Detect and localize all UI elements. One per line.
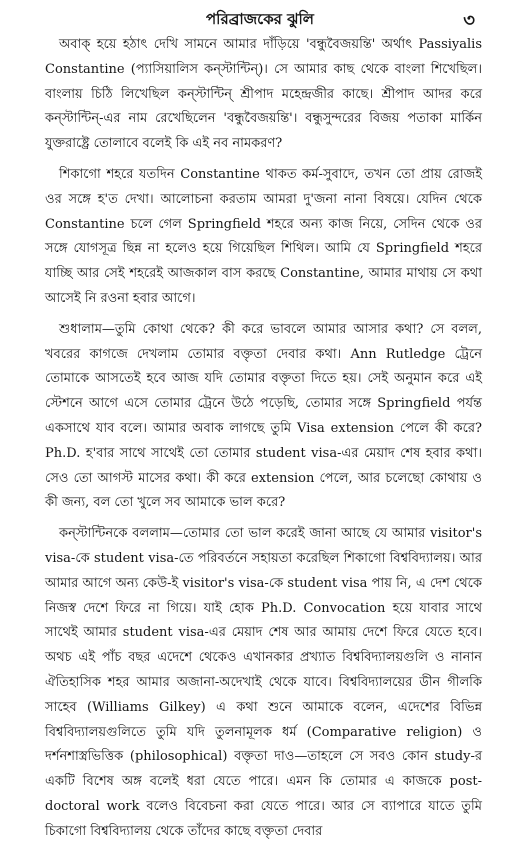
page-header bbox=[45, 6, 475, 32]
paragraph-1: অবাক্ হয়ে হঠাৎ দেখি সামনে আমার দাঁড়িয়ে 'বন্ধুবৈজয়ন্তি' অর্থাৎ Passiyalis Constantine (প্যাসিয়ালিস কন্‌স্টান্টিন্)। সে আমার কাছ থেকে বাংলা শিখেছিল। বাংলায় চিঠি লিখেছিল কন্‌স্টান্টিন্ শ্রীপাদ মহেন্দ্রজীর কাছে। শ্রীপাদ আদর করে কন্‌স্টান্টিন্-এর নাম রেখেছিলেন 'বন্ধুবৈজয়ন্তি'। বন্ধুসুন্দরের বিজয় পতাকা মার্কিন যুক্তরাষ্ট্রে তোলাবে বলেই কি এই নব নামকরণ? bbox=[45, 37, 482, 152]
paragraph-3: শুধালাম—তুমি কোথা থেকে? কী করে ভাবলে আমার আসার কথা? সে বলল, খবরের কাগজে দেখলাম তোমার বক্তৃতা দেবার কথা। Ann Rutledge ট্রেনে তোমাকে আসতেই হবে আজ যদি তোমার বক্তৃতা দিতে হয়। সেই অনুমান করে এই স্টেশনে আগে এসে তোমার ট্রেনে উঠে পড়েছি, তোমার সঙ্গে Springfield পর্যন্ত একসাথে যাব বলে। আমার অবাক লাগছে তুমি Visa extension পেলে কী করে? Ph.D. হ'বার সাথে সাথেই তো তোমার student visa-এর মেয়াদ শেষ হবার কথা। সেও তো আগস্ট মাসের কথা। কী করে extension পেলে, আর চলেছো কোথায় ও কী জন্য, বল তো খুলে সব আমাকে ভাল করে? bbox=[45, 321, 482, 511]
page-number: ৩ bbox=[463, 10, 475, 31]
paragraph-4: কন্‌স্টান্টিনকে বললাম—তোমার তো ভাল করেই জানা আছে যে আমার visitor's visa-কে student visa-তে পরিবর্তনে সহায়তা করেছিল শিকাগো বিশ্ববিদ্যালয়। আর আমার আগে অন্য কেউ-ই visitor's visa-কে student visa পায় নি, এ দেশ থেকে নিজস্ব দেশে ফিরে না গিয়ে। যাই হোক Ph.D. Convocation হয়ে যাবার সাথে সাথেই আমার student visa-এর মেয়াদ শেষ আর আমায় দেশে ফিরে যেতে হবে। অথচ এই পাঁচ বছর এদেশে থেকেও এখানকার প্রখ্যাত বিশ্ববিদ্যালয়গুলি ও নানান ঐতিহাসিক শহর আমার অজানা-অদেখাই থেকে যাবে। বিশ্ববিদ্যালয়ের ডীন গীলকি সাহেব (Williams Gilkey) এ কথা শুনে আমাকে বলেন, এদেশের বিভিন্ন বিশ্ববিদ্যালয়গুলিতে তুমি যদি তুলনামূলক ধর্ম (Comparative religion) ও দর্শনশাস্ত্রভিত্তিক (philosophical) বক্তৃতা দাও—তাহলে সে সবও কোন study-র একটি বিশেষ অঙ্গ বলেই ধরা যেতে পারে। এমন কি তোমার এ কাজকে post-doctoral work বলেও বিবেচনা করা যেতে পারে। আর সে ব্যাপারে যাতে তুমি চিকাগো বিশ্ববিদ্যালয় থেকে তাঁদের কাছে বক্তৃতা দেবার bbox=[45, 526, 482, 839]
running-title: পরিব্রাজকের ঝুলি bbox=[206, 10, 314, 28]
paragraph-2: শিকাগো শহরে যতদিন Constantine থাকত কর্ম-সুবাদে, তখন তো প্রায় রোজই ওর সঙ্গে হ'ত দেখা। আলোচনা করতাম আমরা দু'জনা নানা বিষয়ে। যেদিন থেকে Constantine চলে গেল Springfield শহরে অন্য কাজ নিয়ে, সেদিন থেকে ওর সঙ্গে যোগসূত্র ছিন্ন না হলেও হয়ে গিয়েছিল শিথিল। আমি যে Springfield শহরে যাচ্ছি আর সেই শহরেই আজকাল বাস করছে Constantine, আমার মাথায় সে কথা আসেই নি রওনা হবার আগে। bbox=[45, 166, 482, 306]
body-text bbox=[45, 33, 482, 851]
